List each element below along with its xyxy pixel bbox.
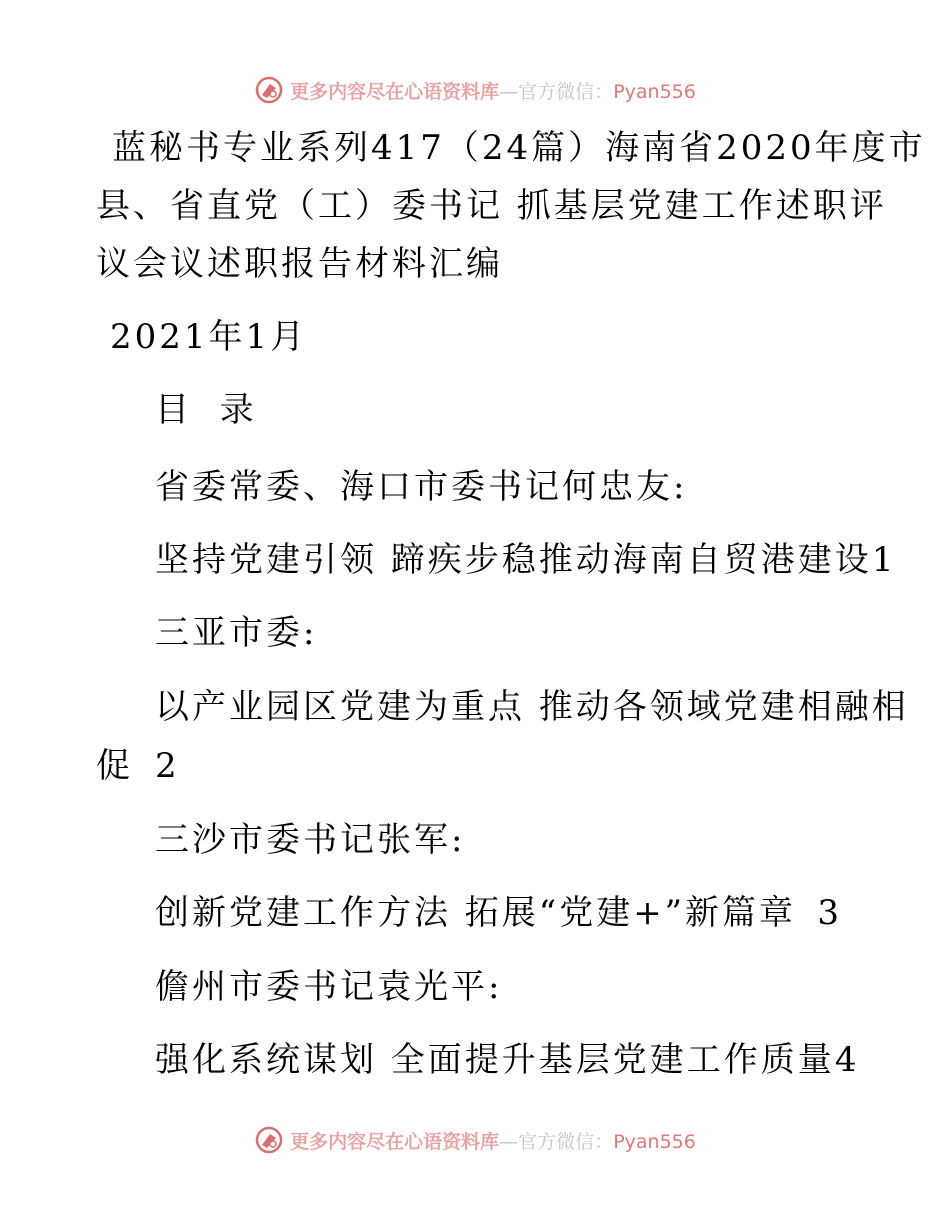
toc-entry-title[interactable]: 以产业园区党建为重点 推动各领域党建相融相 [155, 687, 909, 727]
toc-entry-author: 儋州市委书记袁光平: [155, 967, 503, 1007]
document-title-line-1: 蓝秘书专业系列417（24篇）海南省2020年度市 [112, 128, 926, 168]
toc-entry-page: 3 [817, 893, 839, 933]
toc-heading: 目 录 [155, 390, 257, 430]
toc-entry-title: 坚持党建引领 蹄疾步稳推动海南自贸港建设 [155, 540, 872, 580]
document-title-line-2: 县、省直党（工）委书记 抓基层党建工作述职评 [96, 186, 887, 226]
seal-logo-icon [254, 75, 284, 105]
toc-entry-title-cont [96, 746, 180, 786]
toc-entry[interactable] [155, 1040, 857, 1080]
toc-entry-page: 2 [155, 746, 180, 786]
toc-entry-page: 4 [834, 1040, 857, 1080]
document-date: 2021年1月 [110, 317, 308, 357]
toc-entry-title: 创新党建工作方法 拓展“党建+”新篇章 [155, 893, 797, 933]
watermark-text: 更多内容尽在心语资料库—官方微信：Pyan556 [290, 1130, 696, 1153]
watermark-text: 更多内容尽在心语资料库—官方微信：Pyan556 [290, 80, 696, 103]
watermark-banner-bottom [0, 1118, 950, 1162]
toc-entry-page: 1 [871, 540, 894, 580]
seal-logo-icon [254, 1125, 284, 1155]
toc-entry-author: 省委常委、海口市委书记何忠友: [155, 467, 688, 507]
watermark-banner-top [0, 68, 950, 112]
toc-entry-author: 三亚市委: [155, 613, 318, 653]
toc-entry-title: 强化系统谋划 全面提升基层党建工作质量 [155, 1040, 835, 1080]
toc-entry[interactable] [155, 893, 839, 933]
toc-entry-title-line2: 促 [96, 746, 133, 786]
toc-entry-author: 三沙市委书记张军: [155, 820, 466, 860]
toc-entry[interactable] [155, 540, 894, 580]
document-title-line-3: 议会议述职报告材料汇编 [96, 244, 503, 284]
